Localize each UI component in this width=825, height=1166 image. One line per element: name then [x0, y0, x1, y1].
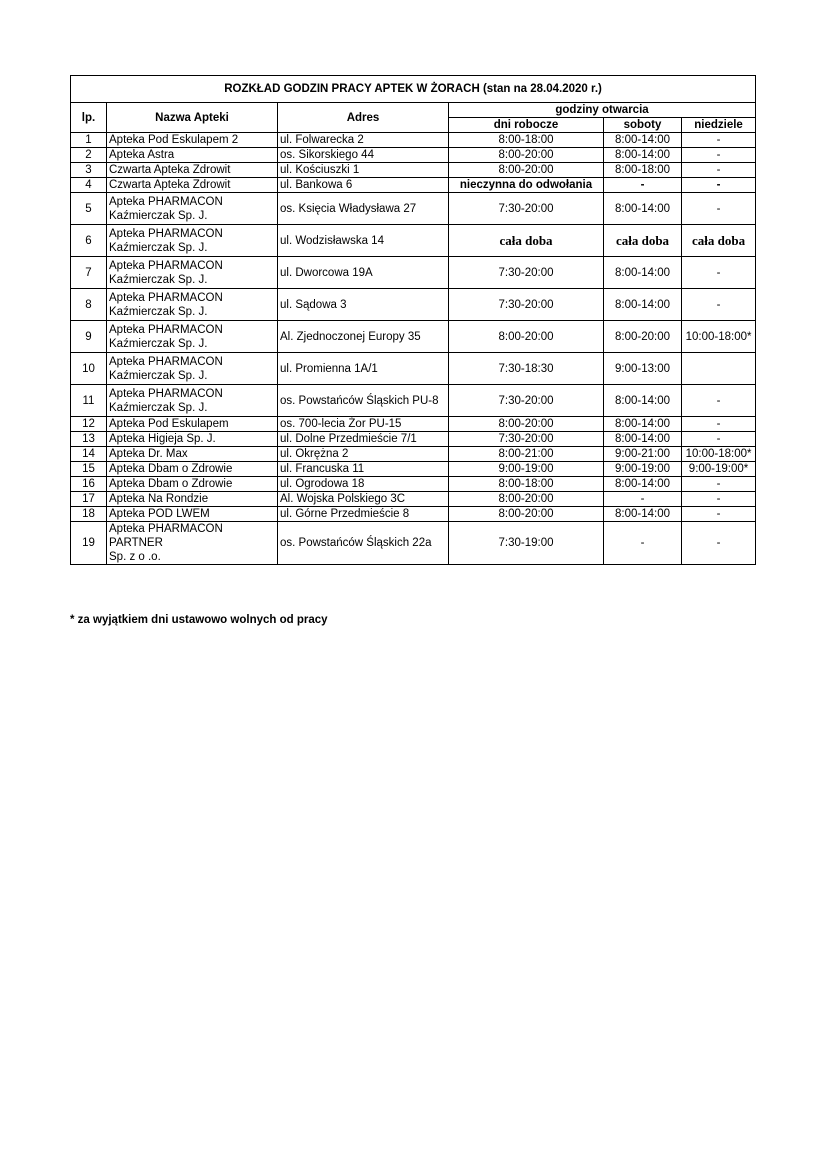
name-line: Kaźmierczak Sp. J.: [109, 273, 208, 286]
cell-saturdays: 9:00-19:00: [604, 462, 682, 477]
cell-saturdays: 8:00-14:00: [604, 193, 682, 225]
cell-saturdays: 8:00-14:00: [604, 257, 682, 289]
cell-saturdays: 8:00-14:00: [604, 385, 682, 417]
cell-saturdays: -: [604, 178, 682, 193]
name-line: Kaźmierczak Sp. J.: [109, 241, 208, 254]
cell-weekdays: 7:30-20:00: [449, 289, 604, 321]
cell-address: ul. Francuska 11: [278, 462, 449, 477]
cell-sundays: -: [682, 492, 756, 507]
cell-address: ul. Dolne Przedmieście 7/1: [278, 432, 449, 447]
table-row: [71, 133, 756, 148]
cell-address: ul. Sądowa 3: [278, 289, 449, 321]
cell-name: [107, 492, 278, 507]
cell-lp: 8: [71, 289, 107, 321]
name-line: Apteka Pod Eskulapem: [109, 418, 229, 430]
cell-name: [107, 477, 278, 492]
table-body: [71, 133, 756, 565]
cell-name: [107, 289, 278, 321]
name-line: Apteka PHARMACON: [109, 323, 223, 336]
name-line: Kaźmierczak Sp. J.: [109, 401, 208, 414]
cell-lp: 18: [71, 507, 107, 522]
name-line: Apteka PHARMACON: [109, 259, 223, 272]
name-line: Apteka Dbam o Zdrowie: [109, 463, 233, 475]
name-line: Apteka Astra: [109, 149, 175, 161]
name-line: Kaźmierczak Sp. J.: [109, 305, 208, 318]
table-row: [71, 225, 756, 257]
cell-lp: 4: [71, 178, 107, 193]
table-row: [71, 289, 756, 321]
cell-address: os. Powstańców Śląskich PU-8: [278, 385, 449, 417]
cell-address: ul. Wodzisławska 14: [278, 225, 449, 257]
cell-weekdays: 8:00-20:00: [449, 417, 604, 432]
cell-name: [107, 178, 278, 193]
cell-weekdays: 8:00-20:00: [449, 148, 604, 163]
name-line: Sp. z o .o.: [109, 551, 161, 563]
cell-saturdays: -: [604, 522, 682, 565]
table-row: [71, 148, 756, 163]
pharmacy-schedule-table: [70, 75, 756, 565]
header-saturdays: soboty: [604, 118, 682, 133]
table-row: [71, 257, 756, 289]
cell-address: ul. Górne Przedmieście 8: [278, 507, 449, 522]
cell-address: ul. Dworcowa 19A: [278, 257, 449, 289]
name-line: Kaźmierczak Sp. J.: [109, 337, 208, 350]
cell-lp: 2: [71, 148, 107, 163]
table-row: [71, 385, 756, 417]
name-line: Apteka Dbam o Zdrowie: [109, 478, 233, 490]
cell-name: [107, 148, 278, 163]
cell-name: [107, 353, 278, 385]
table-row: [71, 522, 756, 565]
cell-sundays: -: [682, 133, 756, 148]
cell-sundays: cała doba: [682, 225, 756, 257]
cell-weekdays: 7:30-18:30: [449, 353, 604, 385]
name-line: Kaźmierczak Sp. J.: [109, 209, 208, 222]
cell-sundays: -: [682, 477, 756, 492]
cell-name: [107, 507, 278, 522]
cell-address: ul. Okrężna 2: [278, 447, 449, 462]
cell-saturdays: 8:00-20:00: [604, 321, 682, 353]
cell-sundays: [682, 353, 756, 385]
cell-name: [107, 522, 278, 565]
cell-weekdays: 9:00-19:00: [449, 462, 604, 477]
cell-address: ul. Folwarecka 2: [278, 133, 449, 148]
cell-weekdays: 8:00-20:00: [449, 321, 604, 353]
name-line: Czwarta Apteka Zdrowit: [109, 164, 231, 176]
cell-saturdays: 8:00-18:00: [604, 163, 682, 178]
cell-lp: 19: [71, 522, 107, 565]
name-line: Apteka Dr. Max: [109, 448, 188, 460]
cell-lp: 6: [71, 225, 107, 257]
name-line: Apteka Na Rondzie: [109, 493, 209, 505]
cell-address: os. Sikorskiego 44: [278, 148, 449, 163]
table-row: [71, 321, 756, 353]
header-address: Adres: [278, 103, 449, 133]
cell-name: [107, 321, 278, 353]
cell-saturdays: 9:00-13:00: [604, 353, 682, 385]
cell-address: ul. Promienna 1A/1: [278, 353, 449, 385]
cell-address: ul. Bankowa 6: [278, 178, 449, 193]
cell-lp: 5: [71, 193, 107, 225]
cell-name: [107, 385, 278, 417]
cell-weekdays: 7:30-20:00: [449, 432, 604, 447]
cell-lp: 15: [71, 462, 107, 477]
cell-lp: 10: [71, 353, 107, 385]
cell-saturdays: 8:00-14:00: [604, 417, 682, 432]
name-line: Apteka PHARMACON: [109, 195, 223, 208]
cell-name: [107, 432, 278, 447]
cell-lp: 16: [71, 477, 107, 492]
cell-sundays: -: [682, 385, 756, 417]
cell-sundays: 10:00-18:00*: [682, 447, 756, 462]
cell-lp: 11: [71, 385, 107, 417]
cell-weekdays: 8:00-20:00: [449, 492, 604, 507]
table-row: [71, 462, 756, 477]
cell-weekdays: cała doba: [449, 225, 604, 257]
header-weekdays: dni robocze: [449, 118, 604, 133]
cell-saturdays: 8:00-14:00: [604, 507, 682, 522]
cell-name: [107, 225, 278, 257]
footnote: * za wyjątkiem dni ustawowo wolnych od pracy: [70, 614, 328, 626]
cell-sundays: -: [682, 417, 756, 432]
name-line: Apteka PHARMACON PARTNER: [109, 523, 223, 549]
name-line: Apteka Higieja Sp. J.: [109, 433, 216, 445]
cell-sundays: -: [682, 507, 756, 522]
cell-sundays: -: [682, 148, 756, 163]
cell-saturdays: 8:00-14:00: [604, 432, 682, 447]
cell-lp: 14: [71, 447, 107, 462]
table-row: [71, 432, 756, 447]
table-title: ROZKŁAD GODZIN PRACY APTEK W ŻORACH (stan na 28.04.2020 r.): [71, 76, 756, 103]
header-name: Nazwa Apteki: [107, 103, 278, 133]
name-line: Kaźmierczak Sp. J.: [109, 369, 208, 382]
name-line: Apteka PHARMACON: [109, 291, 223, 304]
cell-lp: 17: [71, 492, 107, 507]
cell-sundays: -: [682, 178, 756, 193]
name-line: Apteka PHARMACON: [109, 355, 223, 368]
table-row: [71, 178, 756, 193]
table-row: [71, 193, 756, 225]
cell-weekdays: 7:30-20:00: [449, 193, 604, 225]
name-line: Apteka PHARMACON: [109, 387, 223, 400]
cell-weekdays: 8:00-20:00: [449, 507, 604, 522]
table-row: [71, 163, 756, 178]
cell-sundays: 9:00-19:00*: [682, 462, 756, 477]
cell-weekdays: 8:00-18:00: [449, 477, 604, 492]
cell-sundays: -: [682, 522, 756, 565]
name-line: Apteka POD LWEM: [109, 508, 210, 520]
cell-address: ul. Kościuszki 1: [278, 163, 449, 178]
cell-lp: 12: [71, 417, 107, 432]
table-row: [71, 447, 756, 462]
table-row: [71, 492, 756, 507]
cell-saturdays: 8:00-14:00: [604, 289, 682, 321]
cell-name: [107, 447, 278, 462]
name-line: Apteka Pod Eskulapem 2: [109, 134, 239, 146]
table-row: [71, 353, 756, 385]
table-row: [71, 507, 756, 522]
cell-saturdays: 8:00-14:00: [604, 477, 682, 492]
cell-lp: 9: [71, 321, 107, 353]
cell-weekdays: 8:00-18:00: [449, 133, 604, 148]
header-opening-hours: godziny otwarcia: [449, 103, 756, 118]
cell-weekdays: 8:00-21:00: [449, 447, 604, 462]
cell-saturdays: 8:00-14:00: [604, 133, 682, 148]
cell-sundays: 10:00-18:00*: [682, 321, 756, 353]
cell-weekdays: 7:30-20:00: [449, 257, 604, 289]
cell-address: os. 700-lecia Żor PU-15: [278, 417, 449, 432]
cell-sundays: -: [682, 193, 756, 225]
cell-weekdays: 8:00-20:00: [449, 163, 604, 178]
cell-lp: 3: [71, 163, 107, 178]
cell-address: os. Księcia Władysława 27: [278, 193, 449, 225]
cell-saturdays: cała doba: [604, 225, 682, 257]
header-sundays: niedziele: [682, 118, 756, 133]
cell-address: ul. Ogrodowa 18: [278, 477, 449, 492]
cell-sundays: -: [682, 257, 756, 289]
name-line: Czwarta Apteka Zdrowit: [109, 179, 231, 191]
cell-sundays: -: [682, 289, 756, 321]
cell-name: [107, 417, 278, 432]
cell-weekdays: 7:30-19:00: [449, 522, 604, 565]
cell-address: Al. Zjednoczonej Europy 35: [278, 321, 449, 353]
cell-address: Al. Wojska Polskiego 3C: [278, 492, 449, 507]
table-row: [71, 417, 756, 432]
cell-weekdays: 7:30-20:00: [449, 385, 604, 417]
cell-name: [107, 462, 278, 477]
cell-sundays: -: [682, 163, 756, 178]
header-lp: lp.: [71, 103, 107, 133]
cell-saturdays: 9:00-21:00: [604, 447, 682, 462]
cell-lp: 1: [71, 133, 107, 148]
cell-lp: 7: [71, 257, 107, 289]
table-row: [71, 477, 756, 492]
cell-saturdays: -: [604, 492, 682, 507]
cell-weekdays: nieczynna do odwołania: [449, 178, 604, 193]
cell-name: [107, 133, 278, 148]
cell-name: [107, 163, 278, 178]
cell-saturdays: 8:00-14:00: [604, 148, 682, 163]
cell-name: [107, 257, 278, 289]
cell-name: [107, 193, 278, 225]
cell-address: os. Powstańców Śląskich 22a: [278, 522, 449, 565]
cell-sundays: -: [682, 432, 756, 447]
name-line: Apteka PHARMACON: [109, 227, 223, 240]
cell-lp: 13: [71, 432, 107, 447]
